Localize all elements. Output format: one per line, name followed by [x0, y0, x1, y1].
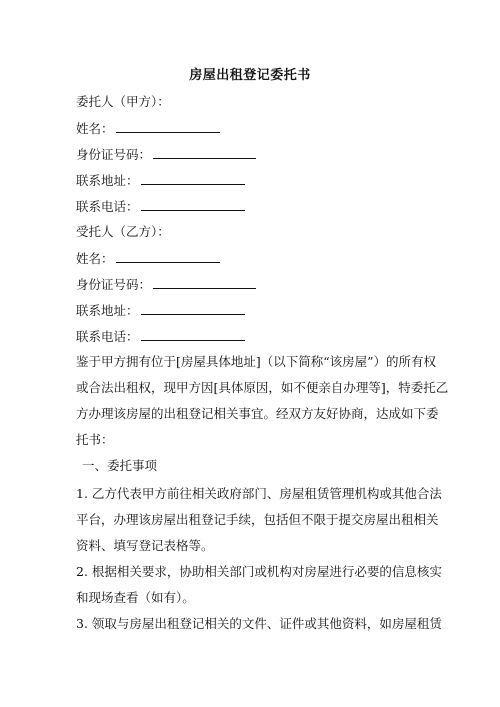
principal-phone-label: 联系电话： — [76, 199, 139, 214]
item2-line-2: 和现场查看（如有）。 — [76, 590, 195, 605]
intro-line-2: 或合法出租权，现甲方因[具体原因，如不便亲自办理等]，特委托乙 — [76, 380, 449, 395]
item1-line-3: 资料、填写登记表格等。 — [76, 538, 214, 553]
agent-id-line — [76, 276, 256, 293]
item2-line-1: 2. 根据相关要求，协助相关部门或机构对房屋进行必要的信息核实 — [76, 564, 442, 579]
principal-address-line — [76, 172, 245, 189]
agent-address-line — [76, 302, 245, 319]
document-title: 房屋出租登记委托书 — [189, 68, 311, 83]
intro-line-3: 方办理该房屋的出租登记相关事宜。经双方友好协商，达成如下委 — [76, 406, 439, 421]
agent-phone-line — [76, 328, 245, 345]
principal-name-blank — [116, 120, 220, 133]
principal-id-blank — [153, 146, 256, 159]
agent-phone-blank — [141, 328, 245, 341]
agent-name-blank — [116, 250, 220, 263]
agent-heading: 受托人（乙方）： — [76, 224, 170, 239]
agent-address-label: 联系地址： — [76, 303, 139, 318]
section1-heading: 一、委托事项 — [82, 458, 158, 473]
intro-line-1: 鉴于甲方拥有位于[房屋具体地址]（以下简称“该房屋”）的所有权 — [76, 354, 437, 369]
agent-address-blank — [141, 302, 245, 315]
item1-line-1: 1. 乙方代表甲方前往相关政府部门、房屋租赁管理机构或其他合法 — [76, 486, 442, 501]
principal-name-line — [76, 120, 220, 137]
principal-heading: 委托人（甲方）： — [76, 94, 170, 109]
principal-address-blank — [141, 172, 245, 185]
principal-phone-line — [76, 198, 245, 215]
item3-line-1: 3. 领取与房屋出租登记相关的文件、证件或其他资料，如房屋租赁 — [76, 616, 442, 631]
principal-id-label: 身份证号码： — [76, 147, 152, 162]
agent-name-label: 姓名： — [76, 251, 114, 266]
agent-id-label: 身份证号码： — [76, 277, 152, 292]
item1-line-2: 平台，办理该房屋出租登记手续，包括但不限于提交房屋出租相关 — [76, 512, 439, 527]
principal-address-label: 联系地址： — [76, 173, 139, 188]
agent-id-blank — [153, 276, 256, 289]
agent-phone-label: 联系电话： — [76, 329, 139, 344]
principal-name-label: 姓名： — [76, 121, 114, 136]
intro-line-4: 托书： — [76, 432, 114, 447]
principal-id-line — [76, 146, 256, 163]
principal-phone-blank — [141, 198, 245, 211]
agent-name-line — [76, 250, 220, 267]
